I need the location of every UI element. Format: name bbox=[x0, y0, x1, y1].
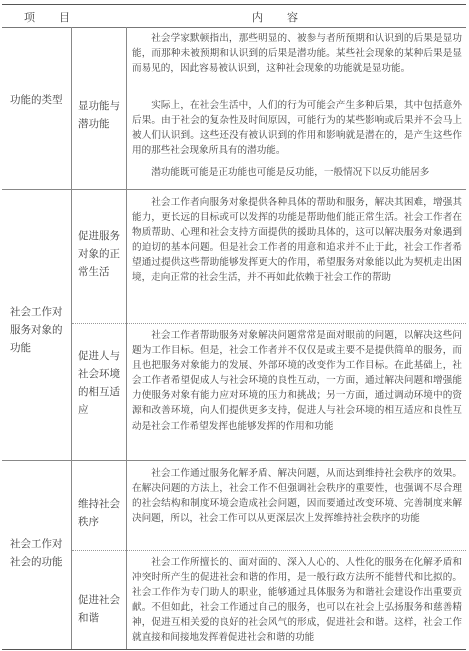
row-divider bbox=[2, 460, 466, 461]
content-paragraph: 潜功能既可能是正功能也可能是反功能，一般情况下以反功能居多 bbox=[151, 167, 430, 178]
column-divider-2 bbox=[126, 27, 127, 649]
row-divider bbox=[2, 189, 466, 190]
content-paragraph: 社会学家默顿指出，那些明显的、被参与者所预期和认识到的后果是显功能，而那种未被预期和认识到的后果是潜功能。某些社会现象的某种后果是显而易见的，因此容易被认识到，这种社会现象的功能就是显功能。 bbox=[132, 33, 462, 75]
subtype-cell: 促进社会和谐 bbox=[78, 594, 120, 624]
subtype-cell: 促进服务对象的正常生活 bbox=[78, 230, 120, 278]
header-item: 项目 bbox=[24, 11, 94, 24]
subtype-cell: 促进人与社会环境的相互适应 bbox=[78, 350, 120, 416]
subtype-cell: 维持社会秩序 bbox=[78, 498, 120, 528]
category-cell: 社会工作对社会的功能 bbox=[10, 538, 63, 568]
content-paragraph: 社会工作者向服务对象提供各种具体的帮助和服务，解决其困难，增强其能力，更长远的目标或可以发挥的功能是帮助他们能正常生活。社会工作者在物质帮助、心理和社会支持方面提供的援助具体的，这可以解决服务对象遇到的迫切的基本问题。但是社会工作者的用意和追求并不止于此，社会工作者希望通过提供这些帮助能够发挥更大的作用，希望服务对象能以此为契机走出困境，走向正常的社会生活，并不再如此依赖于社会工作的帮助 bbox=[132, 197, 462, 284]
content-table bbox=[2, 4, 466, 650]
subtype-cell: 显功能与潜功能 bbox=[78, 100, 120, 130]
content-paragraph: 实际上，在社会生活中，人们的行为可能会产生多种后果，其中包括意外后果。由于社会的复杂性及时间原因，可能行为的某些影响或后果并不会马上被人们认识到。这些还没有被认识到的作用和影响就是潜在的，是产生这些作用的那些社会现象所具有的潜功能。 bbox=[132, 100, 462, 157]
content-paragraph: 社会工作者帮助服务对象解决问题常常是面对眼前的问题，以解决这些问题为工作目标。但是，社会工作者并不仅仅是或主要不是提供简单的服务，而且也把服务对象能力的发展、外部环境的改变作为工作目标。在此基础上，社会工作者希望促成人与社会环境的良性互动，一方面，通过解决问题和增强能力使服务对象有能力应对环境的压力和挑战；另一方面，通过调动环境中的资源和改善环境，向人们提供更多支持，促进人与社会环境的相互适应和良性互动是社会工作希望发挥也能够发挥的作用和功能 bbox=[132, 330, 462, 432]
row-divider bbox=[72, 323, 466, 324]
header-content: 内容 bbox=[252, 11, 322, 24]
row-divider bbox=[72, 550, 466, 551]
content-paragraph: 社会工作所擅长的、面对面的、深入人心的、人性化的服务在化解矛盾和冲突时所产生的促进社会和谐的作用，是一般行政方法所不能替代和比拟的。社会工作作为专门助人的职业，能够通过具体服务为和谐社会建设作出重要贡献。不但如此，社会工作通过自己的服务，也可以在社会上弘扬服务和慈善精神，促进互相关爱的良好的社会风气的形成，促进社会和谐。这样，社会工作就直接和间接地发挥着促进社会和谐的功能 bbox=[132, 557, 462, 644]
table-header bbox=[2, 5, 466, 28]
content-paragraph: 社会工作通过服务化解矛盾、解决问题，从而达到维持社会秩序的效果。在解决问题的方法上，社会工作不但强调社会秩序的重要性，也强调不尽合理的社会结构和制度环境会造成社会问题，因而要通过改变环境、完善制度来解决问题，所以，社会工作可以从更深层次上发挥维持社会秩序的功能 bbox=[132, 468, 462, 525]
column-divider-1 bbox=[71, 27, 72, 649]
category-cell: 功能的类型 bbox=[10, 94, 63, 106]
category-cell: 社会工作对服务对象的功能 bbox=[10, 306, 63, 354]
